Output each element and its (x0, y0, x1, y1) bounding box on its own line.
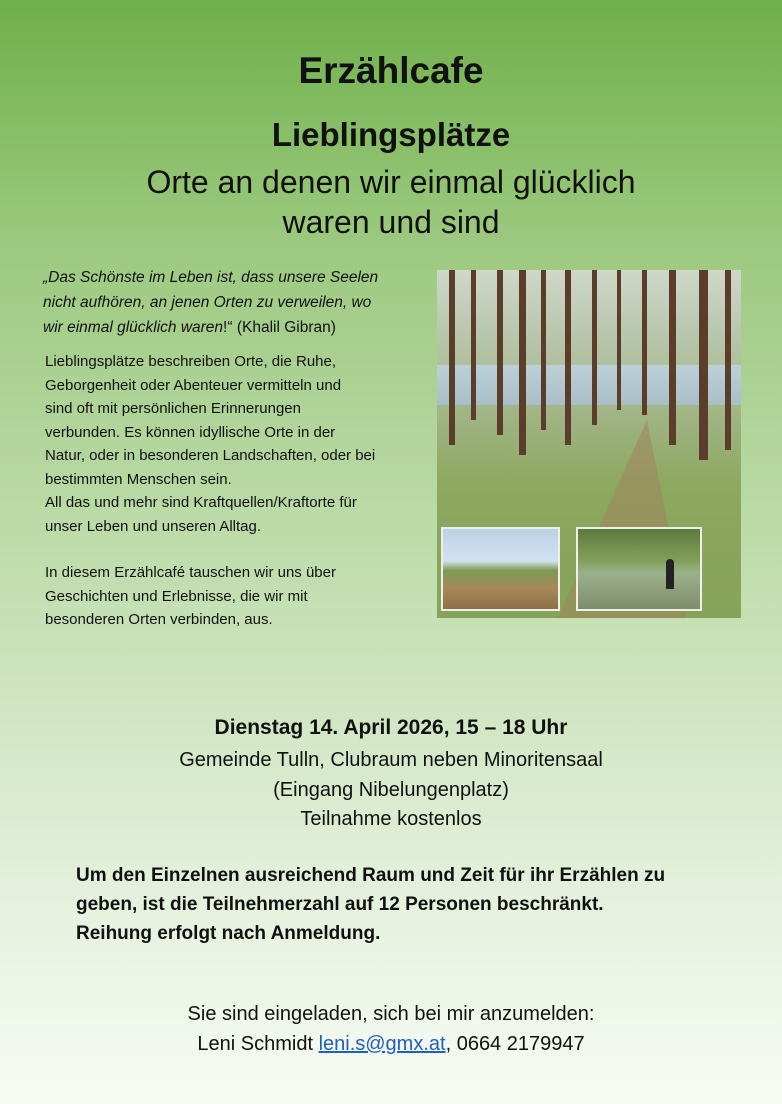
body-line: Geborgenheit oder Abenteuer vermitteln und (45, 376, 342, 394)
tree-trunk (449, 270, 455, 445)
body-line: verbunden. Es können idyllische Orte in der (45, 423, 336, 441)
notice-line-2: geben, ist die Teilnehmerzahl auf 12 Personen beschränkt. (76, 894, 604, 915)
tagline (60, 162, 722, 242)
tagline-line-2: waren und sind (282, 204, 500, 240)
tree-trunk (699, 270, 708, 460)
pond-photo (576, 527, 702, 611)
body-line: besonderen Orten verbinden, aus. (45, 611, 273, 628)
body-line: unser Leben und unseren Alltag. (45, 517, 261, 535)
event-entrance: (Eingang Nibelungenplatz) (273, 779, 509, 801)
paragraph-gap (45, 538, 425, 561)
participant-notice (76, 861, 736, 948)
body-line: Lieblingsplätze beschreiben Orte, die Ruhe, (45, 353, 337, 370)
tree-trunk (471, 270, 476, 420)
field-path-photo (441, 527, 560, 611)
lake-background (437, 365, 741, 405)
quote-author: (Khalil Gibran) (232, 319, 336, 336)
contact-invite: Sie sind eingeladen, sich bei mir anzumelden: (187, 1003, 595, 1025)
body-line: Geschichten und Erlebnisse, die wir mit (45, 587, 308, 605)
tree-trunk (669, 270, 676, 445)
page-title: Erzählcafe (298, 50, 484, 91)
person-figure (666, 559, 674, 589)
tree-trunk (497, 270, 503, 435)
quote-line-2: nicht aufhören, an jenen Orten zu verweilen, wo (43, 294, 372, 311)
notice-line-3: Reihung erfolgt nach Anmeldung. (76, 923, 381, 944)
body-line: In diesem Erzählcafé tauschen wir uns über (45, 564, 336, 581)
tree-trunk (541, 270, 546, 430)
event-fee: Teilnahme kostenlos (300, 808, 482, 830)
quote-line-3-text: wir einmal glücklich waren (43, 319, 224, 336)
notice-line-1: Um den Einzelnen ausreichend Raum und Zeit für ihr Erzählen zu (76, 865, 666, 886)
quote-line-3 (43, 315, 423, 340)
quote-block (43, 265, 423, 340)
page-subtitle: Lieblingsplätze (271, 116, 511, 153)
description (45, 350, 425, 632)
tree-trunk (642, 270, 647, 415)
contact-line (0, 1033, 782, 1056)
tree-trunk (519, 270, 526, 455)
contact-name: Leni Schmidt (197, 1033, 319, 1055)
tree-trunk (617, 270, 621, 410)
email-link[interactable]: leni.s@gmx.at (318, 1033, 446, 1055)
body-line: Natur, oder in besonderen Landschaften, oder bei (45, 447, 376, 464)
contact-phone: , 0664 2179947 (445, 1033, 585, 1055)
quote-line-1: „Das Schönste im Leben ist, dass unsere Seelen (43, 269, 379, 286)
event-location: Gemeinde Tulln, Clubraum neben Minoritensaal (179, 749, 603, 771)
body-line: sind oft mit persönlichen Erinnerungen (45, 400, 301, 417)
event-date: Dienstag 14. April 2026, 15 – 18 Uhr (214, 716, 568, 739)
quote-end-mark: !“ (223, 319, 233, 336)
body-line: bestimmten Menschen sein. (45, 470, 232, 488)
body-line: All das und mehr sind Kraftquellen/Kraftorte für (45, 494, 357, 511)
tree-trunk (565, 270, 571, 445)
tagline-line-1: Orte an denen wir einmal glücklich (146, 164, 636, 200)
tree-trunk (725, 270, 731, 450)
tree-trunk (592, 270, 597, 425)
